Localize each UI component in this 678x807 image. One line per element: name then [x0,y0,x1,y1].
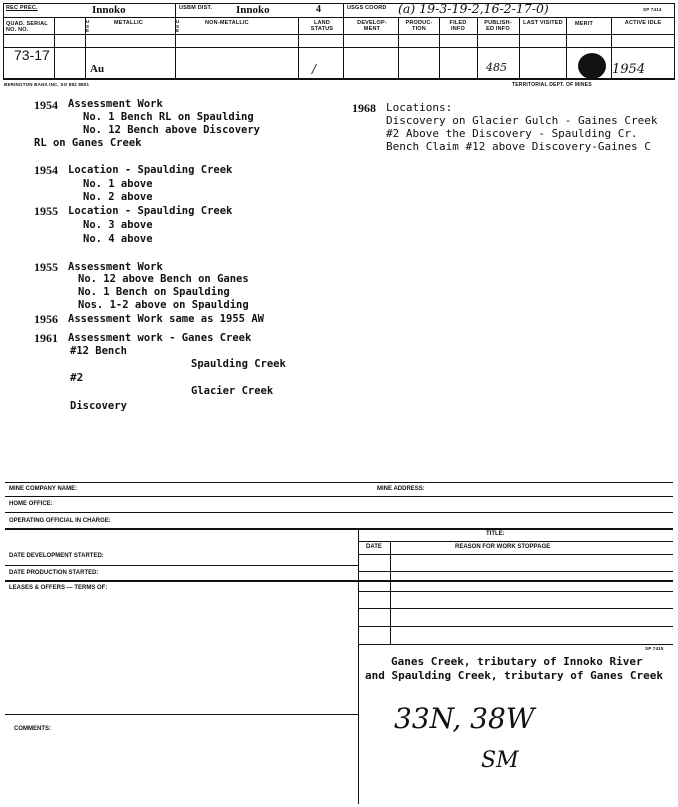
metallic-label: METALLIC [114,20,143,26]
quad-value: 73-17 [14,47,50,63]
entry-year: 1955 [34,204,58,218]
development-label: DEVELOP- MENT [357,20,387,32]
date-production-label: DATE PRODUCTION STARTED: [9,570,99,576]
entry-line: RL on Ganes Creek [34,137,142,149]
entry-line: No. 4 above [83,233,153,245]
merit-label: MERIT [575,21,594,27]
entry-year: 1968 [352,101,376,115]
handwritten-coordinates: 33N, 38W [394,702,535,735]
date-development-label: DATE DEVELOPMENT STARTED: [9,553,104,559]
usgs-coord-value: (a) 19-3-19-2,16-2-17-0) [398,1,549,16]
handwritten-section: SM [481,748,519,773]
merit-ink-blot [578,53,606,79]
entry-year: 1961 [34,331,58,345]
rec-prec-label: REC PREC. [6,5,38,11]
published-info-value: 485 [486,61,507,74]
land-status-label: LAND STATUS [310,20,334,32]
entry-line: No. 12 Bench above Discovery [83,124,261,136]
quad-serial-label: QUAD. SERIAL NO. NO. [6,21,48,33]
entry-line: Assessment Work [68,98,163,110]
entry-line: Location - Spaulding Creek [68,164,233,176]
entry-line: Assessment Work same as 1955 AW [68,313,264,325]
entry-line: No. 1 above [83,178,153,190]
mine-company-name-label: MINE COMPANY NAME: [9,486,78,492]
entry-line: Locations: [386,101,453,114]
entry-line: Discovery on Glacier Gulch - Gaines Creek [386,114,658,127]
form-number-bottom: SP 7415 [645,646,664,651]
entry-line: #2 [70,371,84,384]
entry-line: Location - Spaulding Creek [68,205,233,217]
use-label: U S E [86,19,90,33]
location-note: Ganes Creek, tributary of Innoko River and Spaulding Creek, tributary of Ganes Creek [365,655,664,682]
reason-stoppage-label: REASON FOR WORK STOPPAGE [455,544,551,550]
date-label: DATE [366,544,382,550]
operating-official-label: OPERATING OFFICIAL IN CHARGE: [9,518,111,524]
entry-line: No. 1 Bench on Spaulding [78,286,230,298]
entry-line: Bench Claim #12 above Discovery-Gaines C [386,140,651,153]
entry-line: Assessment work - Ganes Creek [68,332,252,344]
entry-year: 1954 [34,163,58,177]
last-visited-label: LAST VISITED [523,20,563,26]
comments-label: COMMENTS: [14,726,51,732]
entry-line: Glacier Creek [191,385,274,397]
entry-line: No. 3 above [83,219,153,231]
entry-line: No. 2 above [83,191,153,203]
usbm-dist-value: Innoko [236,4,270,16]
form-number-top: SP 7414 [643,7,662,12]
usgs-coord-label: USGS COORD [347,5,387,11]
home-office-label: HOME OFFICE: [9,501,53,507]
territorial-dept-line: TERRITORIAL DEPT. OF MINES [512,82,592,88]
usbm-dist-label: USBM DIST. [179,5,213,11]
entry-year: 1954 [34,98,58,112]
production-label: PRODUC- TION [405,20,433,32]
entry-line: Discovery [70,400,127,412]
use-label-2: U S E [176,19,180,33]
entry-line: #2 Above the Discovery - Spaulding Cr. [386,127,638,140]
entry-line: #12 Bench [70,345,127,357]
printer-line: BERINGTON BANS INC. SO 882 8801 [4,82,90,87]
active-idle-label: ACTIVE IDLE [624,20,662,26]
entry-year: 1955 [34,260,58,274]
entry-line: Nos. 1-2 above on Spaulding [78,299,249,311]
active-idle-value: 1954 [612,62,646,77]
entry-line: No. 12 above Bench on Ganes [78,273,249,285]
land-status-value: / [312,62,317,76]
entry-line: Spaulding Creek [191,358,286,370]
entry-line: No. 1 Bench RL on Spaulding [83,111,254,123]
published-info-label: PUBLISH- ED INFO [484,20,512,32]
entry-line: Assessment Work [68,261,163,273]
mine-address-label: MINE ADDRESS: [377,486,425,492]
title-label: TITLE: [486,531,505,537]
metallic-value: Au [90,63,105,75]
entry-year: 1956 [34,312,58,326]
leases-offers-label: LEASES & OFFERS — TERMS OF: [9,585,108,591]
usbm-dist-number: 4 [316,4,321,15]
rec-prec-value: Innoko [92,4,126,16]
nonmetallic-label: NON-METALLIC [205,20,249,26]
filed-info-label: FILED INFO [449,20,467,32]
